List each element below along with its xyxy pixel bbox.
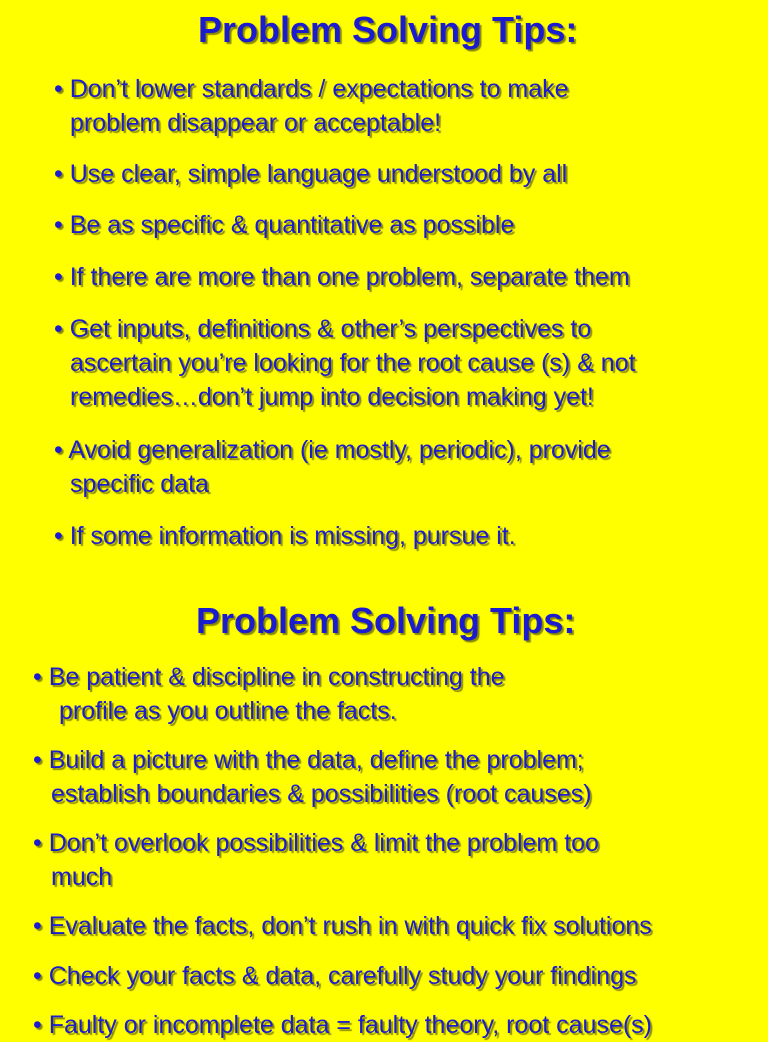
- tip-line: • Check your facts & data, carefully study your findings: [33, 962, 637, 990]
- slide-2-tip-6: [33, 1008, 652, 1042]
- slide-1-tip-7: [54, 519, 516, 553]
- slide-1-tip-5: [54, 312, 636, 414]
- slide-1-title: Problem Solving Tips:: [198, 9, 578, 50]
- tip-line: • Use clear, simple language understood by all: [54, 160, 568, 188]
- slide-1-tip-6: [54, 433, 611, 501]
- tip-line: remedies…don’t jump into decision making yet!: [70, 383, 594, 411]
- tip-line: • Avoid generalization (ie mostly, periodic), provide: [54, 436, 611, 464]
- tip-line: problem disappear or acceptable!: [70, 109, 442, 137]
- slide-2-tip-5: [33, 959, 636, 993]
- tip-line: profile as you outline the facts.: [59, 697, 397, 725]
- slide-2-tip-4: [33, 909, 652, 943]
- tip-line: much: [51, 863, 113, 891]
- tip-line: • Be as specific & quantitative as possible: [54, 211, 515, 239]
- tip-line: • Get inputs, definitions & other’s perspectives to: [54, 315, 592, 343]
- tip-line: • Faulty or incomplete data = faulty theory, root cause(s): [33, 1011, 652, 1039]
- slide-1-tip-2: [54, 157, 567, 191]
- slide-2-tip-3: [33, 826, 599, 894]
- tip-line: • Evaluate the facts, don’t rush in with quick fix solutions: [33, 912, 652, 940]
- slide-1-tip-4: [54, 260, 630, 294]
- tip-line: • Don’t lower standards / expectations to make: [54, 75, 569, 103]
- slide-1-tip-3: [54, 208, 514, 242]
- tip-line: • If there are more than one problem, separate them: [54, 263, 630, 291]
- slide-2-tip-1: [33, 660, 505, 728]
- tip-line: • Be patient & discipline in constructing the: [33, 663, 505, 691]
- slide-1-tip-1: [54, 72, 569, 140]
- tip-line: specific data: [70, 470, 209, 498]
- tip-line: • If some information is missing, pursue it.: [54, 522, 516, 550]
- tip-line: establish boundaries & possibilities (root causes): [51, 780, 592, 808]
- tip-line: • Don’t overlook possibilities & limit the problem too: [33, 829, 599, 857]
- slide-2-title: Problem Solving Tips:: [196, 600, 576, 641]
- slide-2-tip-2: [33, 743, 592, 811]
- tip-line: • Build a picture with the data, define the problem;: [33, 746, 584, 774]
- tip-line: ascertain you’re looking for the root cause (s) & not: [70, 349, 636, 377]
